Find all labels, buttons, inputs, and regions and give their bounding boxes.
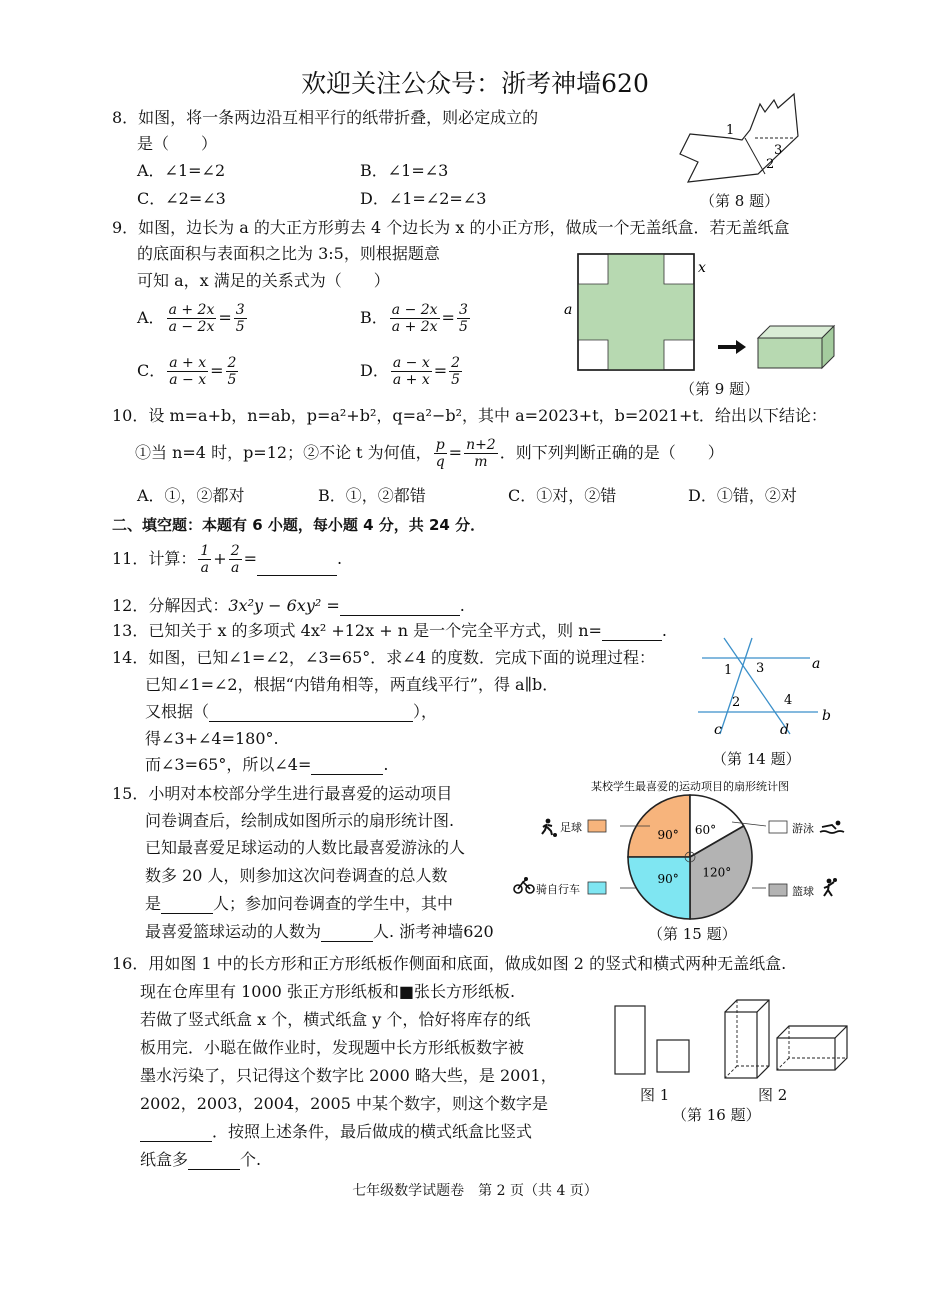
q14-line4: 得∠3+∠4=180°. [145, 729, 279, 748]
q15-line3: 已知最喜爱足球运动的人数比最喜爱游泳的人 [145, 838, 466, 857]
q16-line5: 墨水污染了，只记得这个数字比 2000 略大些，是 2001， [140, 1066, 557, 1085]
q16-line1: 16．用如图 1 中的长方形和正方形纸板作侧面和底面，做成如图 2 的竖式和横式两种无盖纸盒. [112, 954, 787, 973]
q9-b-rnum: 3 [458, 302, 468, 318]
q14-label-2: 2 [732, 695, 741, 710]
q9-c-frac-right [226, 355, 239, 388]
q10-frac-nm [464, 437, 498, 470]
q16-line7-text: ．按照上述条件，最后做成的横式纸盒比竖式 [212, 1122, 533, 1141]
q8-label-1: 1 [726, 123, 735, 138]
pie-slice-label-0: 90° [657, 828, 679, 843]
q10-stem2-part1: ①当 n=4 时，p=12；②不论 t 为何值， [135, 443, 432, 462]
q9-a-num: a + 2x [168, 302, 215, 318]
q15-line6-start: 最喜爱篮球运动的人数为 [145, 922, 322, 941]
q14-line-c [720, 638, 752, 734]
q9-c-frac-left [167, 355, 208, 388]
q8-option-a: A．∠1=∠2 [137, 161, 226, 180]
q15-line6 [145, 922, 494, 942]
q9-label-x: x [698, 260, 706, 276]
legend-basketball-label: 篮球 [792, 885, 814, 898]
legend-swimming-label: 游泳 [792, 822, 814, 835]
q11-eq: = [243, 549, 258, 568]
q15-total-blank[interactable] [161, 897, 213, 914]
q9-b-label: B． [360, 308, 388, 327]
q9-d-rnum: 2 [451, 355, 461, 371]
q10-frac2-den: m [474, 454, 488, 470]
q13-answer-blank[interactable] [602, 624, 662, 641]
chart-title: 某校学生最喜爱的运动项目的扇形统计图 [591, 780, 789, 793]
q14-label-c: c [714, 722, 722, 738]
q9-stem-line3: 可知 a，x 满足的关系式为（ ） [137, 271, 390, 290]
q9-b-den: a + 2x [391, 319, 438, 335]
q9-d-den: a + x [392, 372, 430, 388]
q13-end: . [661, 621, 667, 640]
legend-basketball-swatch [769, 884, 787, 896]
q9-c-eq: = [210, 361, 224, 380]
q10-stem-line2 [135, 437, 724, 470]
q11-n2: 2 [230, 543, 240, 559]
q9-d-num: a − x [392, 355, 430, 371]
pie-slices [628, 795, 752, 919]
q9-b-rden: 5 [458, 319, 468, 335]
q9-b-frac-left [390, 302, 440, 335]
q9-option-b [360, 302, 472, 335]
q14-line3-end: ）， [413, 702, 438, 721]
q14-label-4: 4 [784, 693, 793, 708]
q9-c-label: C． [137, 361, 166, 380]
q9-d-frac-right [449, 355, 462, 388]
legend-swimming [769, 821, 844, 835]
q9-d-eq: = [433, 361, 448, 380]
q9-c-num: a + x [169, 355, 207, 371]
q9-stem-line1: 9．如图，边长为 a 的大正方形剪去 4 个边长为 x 的小正方形，做成一个无盖纸盒．若无盖纸盒 [112, 218, 790, 237]
legend-football [542, 819, 606, 837]
q9-option-c [137, 355, 240, 388]
legend-cycling [514, 877, 606, 896]
q14-angle-blank[interactable] [311, 758, 383, 775]
q16-diff-blank[interactable] [188, 1153, 240, 1170]
q13-line [112, 621, 667, 641]
q10-frac-pq [434, 437, 447, 470]
q15-line4: 数多 20 人，则参加这次问卷调查的总人数 [145, 866, 448, 885]
q8-stem-line2: 是（ ） [137, 134, 218, 153]
q16-fig2-label: 图 2 [758, 1086, 788, 1104]
q16-caption: （第 16 题） [672, 1106, 761, 1124]
q15-line2: 问卷调查后，绘制成如图所示的扇形统计图. [145, 811, 455, 830]
legend-basketball [769, 878, 837, 898]
legend-cycling-swatch [588, 882, 606, 894]
q11-frac2 [229, 543, 242, 576]
q8-figure [670, 92, 810, 192]
swimmer-icon [820, 821, 844, 833]
q14-line5-end: . [383, 755, 389, 774]
q9-a-frac-left [167, 302, 217, 335]
q16-horizontal-box [777, 1026, 847, 1070]
q11-frac1 [198, 543, 211, 576]
q8-caption: （第 8 题） [700, 192, 780, 210]
q14-figure [690, 634, 840, 744]
q9-open-box-icon [758, 326, 834, 368]
q16-line6: 2002，2003，2004，2005 中某个数字，则这个数字是 [140, 1094, 548, 1113]
page-footer: 七年级数学试题卷 第 2 页（共 4 页） [352, 1183, 598, 1199]
q16-figure [605, 994, 850, 1084]
q14-caption: （第 14 题） [712, 750, 801, 768]
q9-label-a: a [564, 302, 573, 318]
q14-label-3: 3 [756, 661, 765, 676]
q16-line7 [140, 1122, 532, 1142]
legend-swimming-swatch [769, 821, 787, 833]
q11-label: 11．计算： [112, 549, 197, 568]
q11-answer-blank[interactable] [257, 559, 337, 576]
q11-plus: + [213, 549, 227, 568]
q11-n1: 1 [200, 543, 210, 559]
q10-option-d: D．①错，②对 [688, 486, 797, 505]
q15-caption: （第 15 题） [648, 925, 737, 943]
q9-c-rnum: 2 [227, 355, 237, 371]
pie-slice-3 [628, 857, 690, 919]
q10-stem2-part2: ．则下列判断正确的是（ ） [499, 443, 724, 462]
legend-football-swatch [588, 820, 606, 832]
pie-slice-label-2: 120° [702, 865, 732, 880]
q9-d-frac-left [391, 355, 432, 388]
q9-option-a [137, 302, 249, 335]
q8-label-3: 3 [774, 143, 783, 158]
q9-d-rden: 5 [451, 372, 461, 388]
q16-fig1-label: 图 1 [640, 1086, 670, 1104]
q8-option-d: D．∠1=∠2=∠3 [360, 189, 487, 208]
q10-frac1-num: p [435, 437, 445, 453]
q16-line2: 现在仓库里有 1000 张正方形纸板和■张长方形纸板. [140, 982, 516, 1001]
q16-line8 [140, 1150, 261, 1170]
bicycle-icon [514, 877, 534, 893]
q9-a-eq: = [218, 308, 232, 327]
q16-square-board [657, 1040, 689, 1072]
q9-b-eq: = [441, 308, 455, 327]
q14-label-b: b [822, 708, 831, 724]
q9-a-rnum: 3 [235, 302, 245, 318]
q10-stem-line1: 10．设 m=a+b，n=ab，p=a²+b²，q=a²−b²，其中 a=2023+t，b=2021+t．给出以下结论： [112, 406, 827, 425]
q9-d-label: D． [360, 361, 389, 380]
q9-figure [560, 248, 850, 378]
q12-label: 12．分解因式： [112, 596, 229, 615]
q8-label-2: 2 [766, 157, 775, 172]
q9-b-frac-right [457, 302, 470, 335]
legend-cycling-label: 骑自行车 [536, 883, 580, 896]
q9-caption: （第 9 题） [680, 380, 760, 398]
q12-line [112, 596, 465, 616]
football-player-icon [542, 819, 557, 837]
q16-line4: 板用完．小聪在做作业时，发现题中长方形纸板数字被 [140, 1038, 525, 1057]
q14-line-d [724, 638, 793, 734]
q9-c-rden: 5 [227, 372, 237, 388]
q15-line5-start: 是 [145, 894, 162, 913]
q13-text: 13．已知关于 x 的多项式 4x² +12x + n 是一个完全平方式，则 n= [112, 621, 602, 640]
q14-line2: 已知∠1=∠2，根据“内错角相等，两直线平行”，得 a∥b． [145, 675, 559, 694]
q9-option-d [360, 355, 464, 388]
q15-line5-end: 人；参加问卷调查的学生中，其中 [213, 894, 454, 913]
q11-end: . [337, 549, 343, 568]
q10-option-b: B．①，②都错 [318, 486, 426, 505]
q8-stem-line1: 8．如图，将一条两边沿互相平行的纸带折叠，则必定成立的 [112, 108, 539, 127]
q16-number-blank[interactable] [140, 1125, 212, 1142]
q10-frac1-den: q [435, 454, 445, 470]
q14-reason-blank[interactable] [209, 705, 413, 722]
q11-line [112, 543, 342, 576]
q15-line1: 15．小明对本校部分学生进行最喜爱的运动项目 [112, 784, 453, 803]
q9-a-label: A． [137, 308, 165, 327]
q15-line6-end: 人. 浙考神墙620 [373, 922, 494, 941]
q11-d1: a [200, 560, 210, 576]
page-header: 欢迎关注公众号：浙考神墙620 [301, 69, 649, 98]
q14-line3-start: 又根据（ [145, 702, 210, 721]
section2-heading: 二、填空题：本题有 6 小题，每小题 4 分，共 24 分． [112, 516, 486, 534]
pie-slice-label-1: 60° [694, 823, 717, 838]
q12-expr: 3x²y − 6xy² = [228, 596, 340, 615]
basketball-player-icon [824, 878, 837, 896]
q10-option-c: C．①对，②错 [508, 486, 617, 505]
q12-end: . [459, 596, 465, 615]
q10-frac2-num: n+2 [466, 437, 496, 453]
legend-football-label: 足球 [560, 821, 582, 834]
q10-eq: = [448, 443, 463, 462]
q8-fold-line [745, 138, 765, 174]
q14-label-d: d [780, 722, 789, 738]
q14-label-a: a [812, 656, 821, 672]
q16-line8-end: 个. [240, 1150, 262, 1169]
q16-line3: 若做了竖式纸盒 x 个，横式纸盒 y 个，恰好将库存的纸 [140, 1010, 531, 1029]
q15-basketball-blank[interactable] [321, 925, 373, 942]
q9-b-num: a − 2x [391, 302, 438, 318]
q15-pie-chart [508, 775, 858, 935]
q16-vertical-box [725, 1000, 769, 1078]
q14-line3 [145, 702, 437, 722]
q9-c-den: a − x [169, 372, 207, 388]
pie-slice-label-3: 90° [657, 871, 679, 886]
q11-d2: a [230, 560, 240, 576]
q9-a-frac-right [234, 302, 247, 335]
q9-stem-line2: 的底面积与表面积之比为 3:5，则根据题意 [137, 244, 440, 263]
q9-a-rden: 5 [235, 319, 245, 335]
q9-cross-shape [578, 254, 694, 370]
q8-option-b: B．∠1=∠3 [360, 161, 449, 180]
q9-a-den: a − 2x [168, 319, 215, 335]
q16-line8-start: 纸盒多 [140, 1150, 189, 1169]
q9-arrow-icon [718, 340, 746, 354]
q14-line1: 14．如图，已知∠1=∠2，∠3=65°．求∠4 的度数．完成下面的说理过程： [112, 648, 655, 667]
q8-option-c: C．∠2=∠3 [137, 189, 226, 208]
q16-rectangle-board [615, 1006, 645, 1074]
q14-line5-text: 而∠3=65°，所以∠4= [145, 755, 312, 774]
q14-line5 [145, 755, 388, 775]
q15-line5 [145, 894, 453, 914]
q14-label-1: 1 [724, 663, 733, 678]
q12-answer-blank[interactable] [340, 599, 460, 616]
q10-option-a: A．①，②都对 [137, 486, 245, 505]
